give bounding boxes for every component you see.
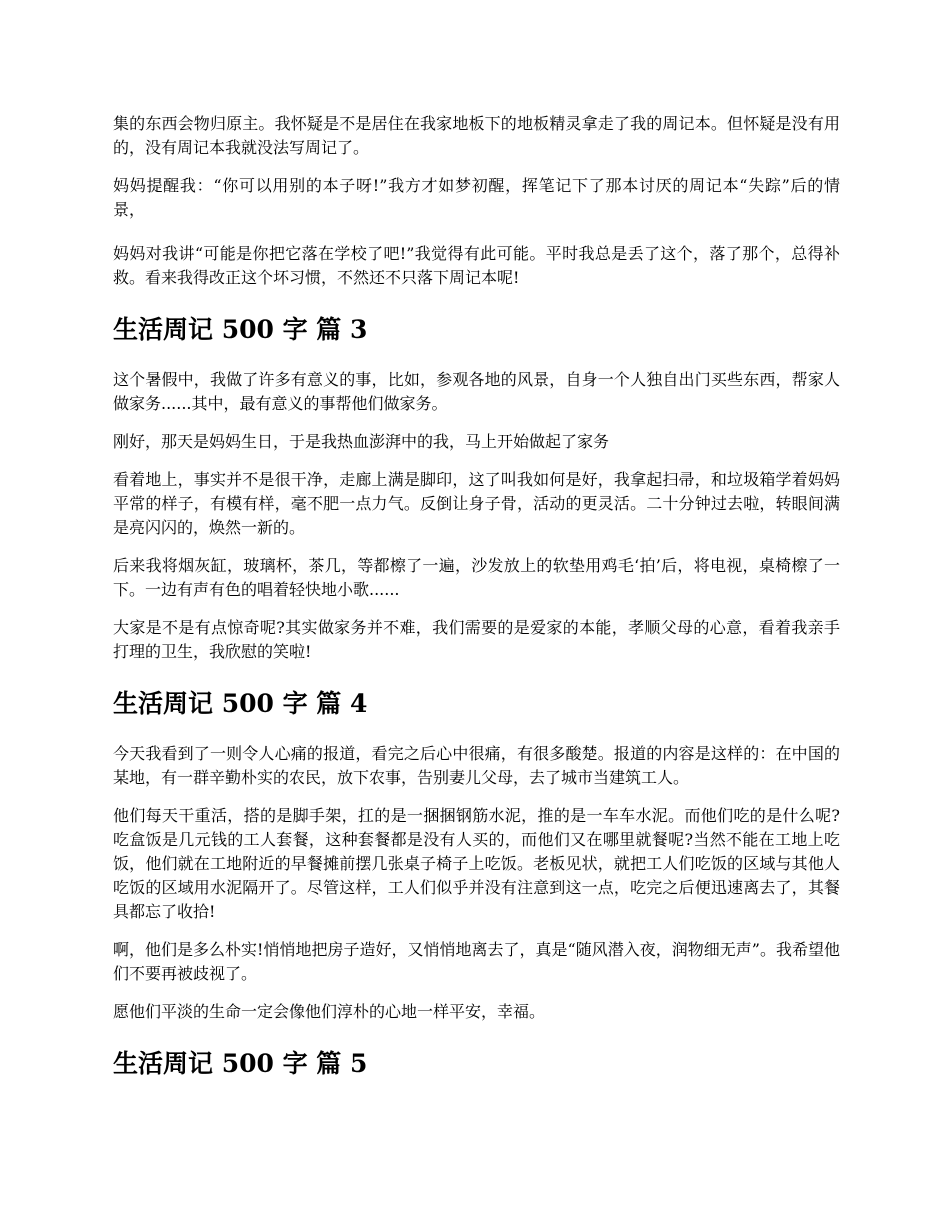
- paragraph: 大家是不是有点惊奇呢?其实做家务并不难，我们需要的是爱家的本能，孝顺父母的心意，看着我亲手打理的卫生，我欣慰的笑啦!: [113, 618, 840, 661]
- paragraph: 他们每天干重活，搭的是脚手架，扛的是一捆捆钢筋水泥，推的是一车车水泥。而他们吃的是什么呢?吃盒饭是几元钱的工人套餐，这种套餐都是没有人买的，而他们又在哪里就餐呢?当然不能在工地上吃饭，他们就在工地附近的早餐摊前摆几张桌子椅子上吃饭。老板见状，就把工人们吃饭的区域与其他人吃饭的区域用水泥隔开了。尽管这样，工人们似乎并没有注意到这一点，吃完之后便迅速离去了，其餐具都忘了收拾!: [113, 806, 840, 921]
- document-page: [113, 112, 840, 1102]
- intro-section: [113, 112, 840, 290]
- section-4: [113, 686, 840, 1024]
- paragraph: 集的东西会物归原主。我怀疑是不是居住在我家地板下的地板精灵拿走了我的周记本。但怀疑是没有用的，没有周记本我就没法写周记了。: [113, 114, 840, 157]
- paragraph: 这个暑假中，我做了许多有意义的事，比如，参观各地的风景，自身一个人独自出门买些东西，帮家人做家务......其中，最有意义的事帮他们做家务。: [113, 370, 840, 413]
- section-heading: 生活周记 500 字 篇 5: [113, 1049, 368, 1078]
- paragraph: 啊，他们是多么朴实!悄悄地把房子造好，又悄悄地离去了，真是“随风潜入夜，润物细无声”。我希望他们不要再被歧视了。: [113, 940, 840, 983]
- paragraph: 妈妈提醒我：“你可以用别的本子呀!”我方才如梦初醒，挥笔记下了那本讨厌的周记本“失踪”后的情景，: [113, 176, 840, 219]
- paragraph: 看着地上，事实并不是很干净，走廊上满是脚印，这了叫我如何是好，我拿起扫帚，和垃圾箱学着妈妈平常的样子，有模有样，毫不肥一点力气。反倒让身子骨，活动的更灵活。二十分钟过去啦，转眼间满是亮闪闪的，焕然一新的。: [113, 470, 840, 537]
- paragraph: 妈妈对我讲“可能是你把它落在学校了吧!”我觉得有此可能。平时我总是丢了这个，落了那个，总得补救。看来我得改正这个坏习惯，不然还不只落下周记本呢!: [113, 244, 840, 287]
- section-heading: 生活周记 500 字 篇 3: [113, 315, 368, 344]
- section-heading: 生活周记 500 字 篇 4: [113, 689, 368, 718]
- paragraph: 后来我将烟灰缸，玻璃杯，茶几，等都檫了一遍，沙发放上的软垫用鸡毛‘拍’后，将电视，桌椅檫了一下。一边有声有色的唱着轻快地小歌......: [113, 556, 840, 599]
- paragraph: 愿他们平淡的生命一定会像他们淳朴的心地一样平安，幸福。: [113, 1002, 546, 1021]
- section-5: [113, 1046, 840, 1082]
- section-3: [113, 312, 840, 664]
- paragraph: 刚好，那天是妈妈生日，于是我热血澎湃中的我，马上开始做起了家务: [113, 432, 610, 451]
- paragraph: 今天我看到了一则令人心痛的报道，看完之后心中很痛，有很多酸楚。报道的内容是这样的：在中国的某地，有一群辛勤朴实的农民，放下农事，告别妻儿父母，去了城市当建筑工人。: [113, 744, 840, 787]
